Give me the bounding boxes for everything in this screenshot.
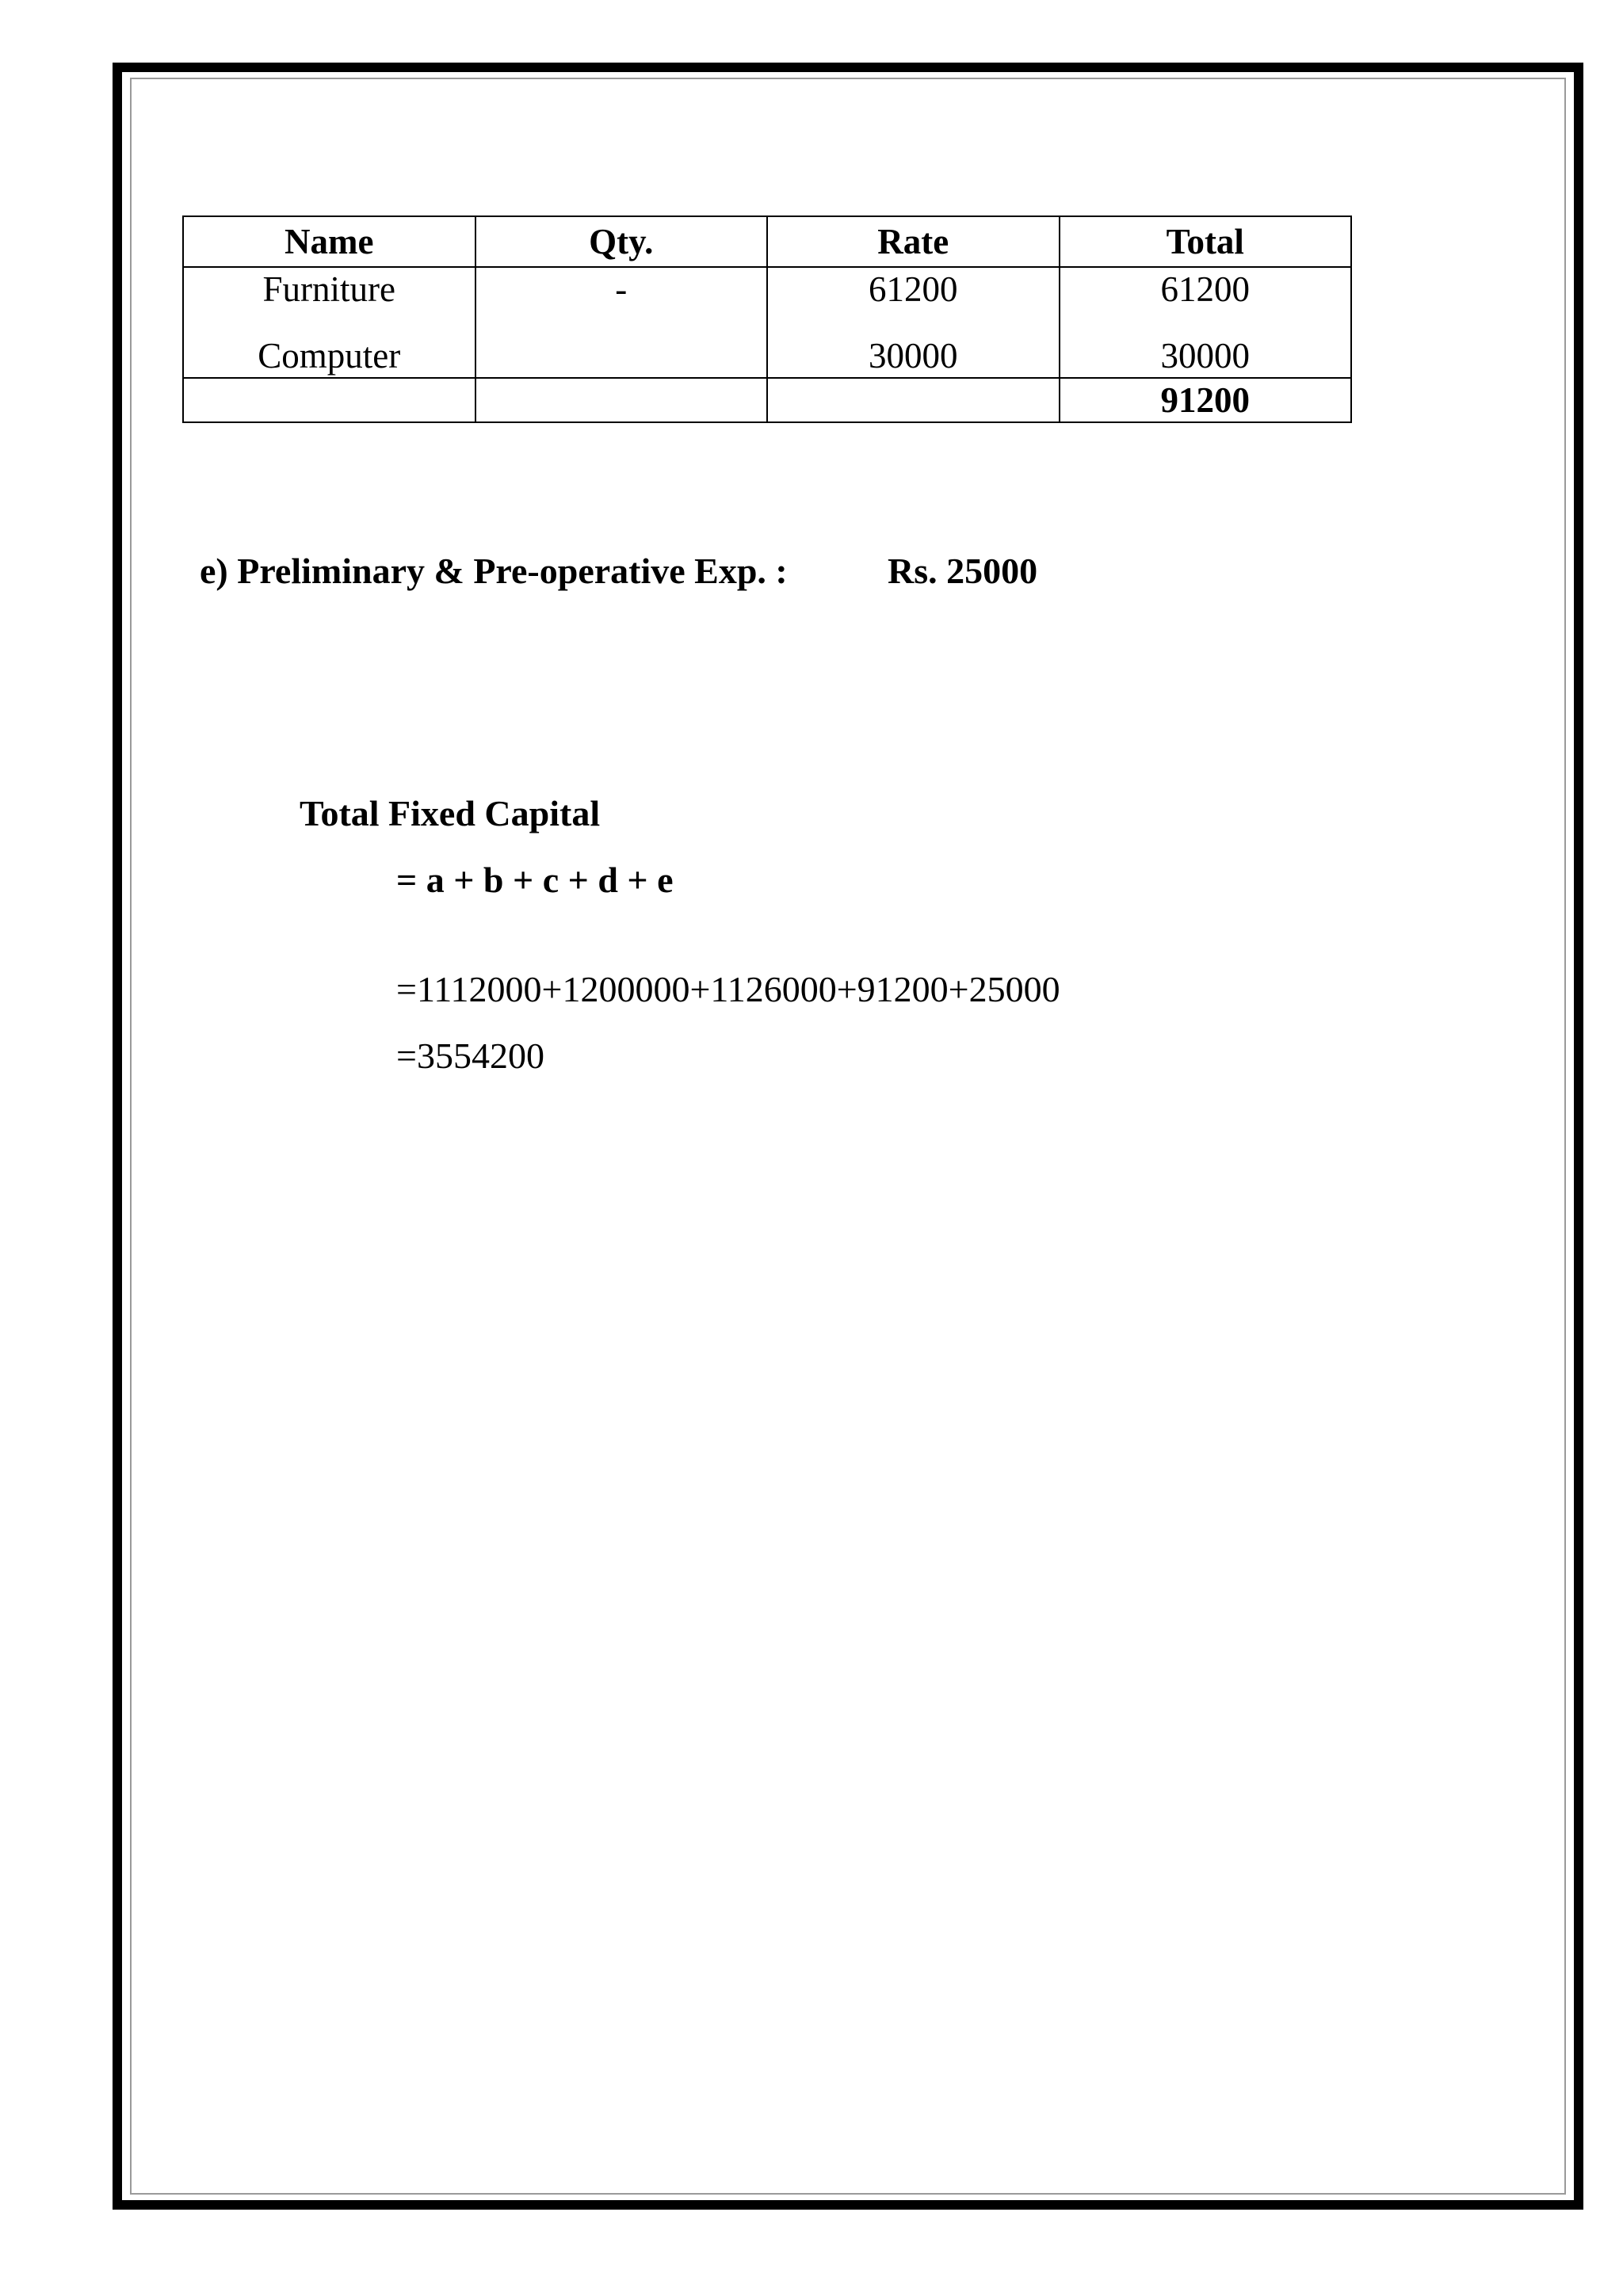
preliminary-expense-line (200, 550, 1037, 592)
header-qty: Qty. (475, 216, 768, 267)
row-computer-name: Computer (258, 336, 401, 376)
row-furniture-total: 61200 (1160, 269, 1250, 309)
table-total-row (183, 378, 1351, 422)
total-fixed-capital-title: Total Fixed Capital (300, 793, 601, 833)
row-computer-rate: 30000 (869, 336, 958, 376)
table-header-row (183, 216, 1351, 267)
assets-table (182, 215, 1352, 423)
preliminary-expense-label: e) Preliminary & Pre-operative Exp. : (200, 551, 788, 591)
rate-cell (767, 267, 1060, 378)
preliminary-expense-value: Rs. 25000 (888, 551, 1038, 591)
header-total: Total (1060, 216, 1352, 267)
total-fixed-capital-formula: = a + b + c + d + e (396, 860, 674, 900)
header-name: Name (183, 216, 475, 267)
total-cell (1060, 267, 1352, 378)
row-furniture-qty: - (615, 269, 628, 309)
name-cell (183, 267, 475, 378)
total-fixed-capital-calculation: =1112000+1200000+1126000+91200+25000 (396, 969, 1060, 1009)
header-rate: Rate (767, 216, 1060, 267)
row-computer-total: 30000 (1160, 336, 1250, 376)
total-fixed-capital-result: =3554200 (396, 1035, 544, 1076)
empty-cell (183, 378, 475, 422)
grand-total: 91200 (1060, 378, 1352, 422)
row-furniture-rate: 61200 (869, 269, 958, 309)
table-row (183, 267, 1351, 378)
empty-cell (475, 378, 768, 422)
qty-cell (475, 267, 768, 378)
row-furniture-name: Furniture (262, 269, 395, 309)
empty-cell (767, 378, 1060, 422)
